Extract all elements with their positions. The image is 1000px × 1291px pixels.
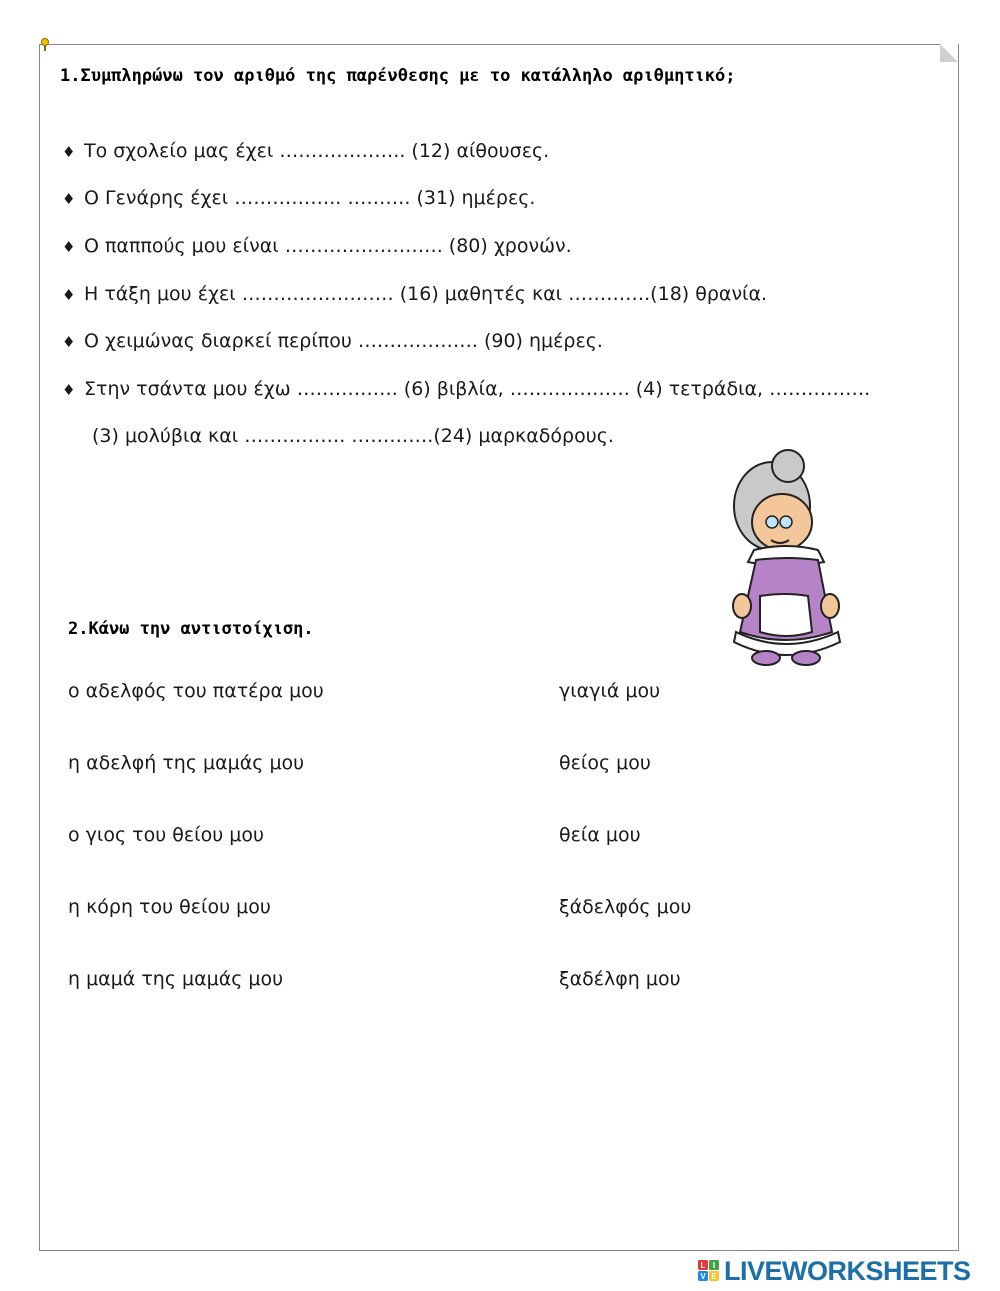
svg-text:V: V <box>700 1272 706 1281</box>
match-left-item: ο γιος του θείου μου <box>68 824 264 846</box>
bullet-diamond-icon: ♦ <box>62 286 76 304</box>
svg-text:I: I <box>712 1261 716 1270</box>
bullet-diamond-icon: ♦ <box>62 238 76 256</box>
section1-line-continuation: (3) μολύβια και ……………. ………….(24) μαρκαδόρους. <box>92 425 614 447</box>
section1-line <box>62 378 870 400</box>
section1-line <box>62 235 572 257</box>
svg-text:L: L <box>700 1261 706 1270</box>
svg-text:E: E <box>711 1272 717 1281</box>
bullet-diamond-icon: ♦ <box>62 333 76 351</box>
match-right-item: ξαδέλφη μου <box>559 968 681 990</box>
match-right-item: θεία μου <box>559 824 641 846</box>
section1-line-text: Η τάξη μου έχει …………………… (16) μαθητές και ………….(18) θρανία. <box>84 283 768 305</box>
match-right-item: γιαγιά μου <box>559 680 661 702</box>
section1-title: 1.Συμπληρώνω τον αριθμό της παρένθεσης με το κατάλληλο αριθμητικό; <box>60 66 736 86</box>
section1-line-text: Ο Γενάρης έχει …………….. ………. (31) ημέρες. <box>84 187 536 209</box>
section1-line <box>62 140 549 162</box>
match-left-item: η μαμά της μαμάς μου <box>68 968 284 990</box>
section1-line <box>62 330 603 352</box>
section1-line-text: Ο χειμώνας διαρκεί περίπου ………………. (90) ημέρες. <box>84 330 603 352</box>
section1-line-text: Στην τσάντα μου έχω ……………. (6) βιβλία, ………………. (4) τετράδια, ……………. <box>84 378 871 400</box>
section1-line <box>62 283 767 305</box>
page-corner-fold <box>940 44 958 62</box>
match-left-item: η κόρη του θείου μου <box>68 896 271 918</box>
section2-title: 2.Κάνω την αντιστοίχιση. <box>68 619 314 639</box>
liveworksheets-logo-icon <box>698 1260 720 1282</box>
bullet-diamond-icon: ♦ <box>62 143 76 161</box>
section1-line <box>62 187 535 209</box>
pin-icon <box>40 38 50 52</box>
brand-text: LIVEWORKSHEETS <box>724 1255 971 1286</box>
match-left-item: η αδελφή της μαμάς μου <box>68 752 305 774</box>
liveworksheets-logo <box>698 1257 971 1285</box>
section1-line-text: Το σχολείο μας έχει ……………….. (12) αίθουσες. <box>84 140 550 162</box>
match-right-item: θείος μου <box>559 752 651 774</box>
section1-line-text: Ο παππούς μου είναι ……………………. (80) χρονών. <box>84 235 572 257</box>
bullet-diamond-icon: ♦ <box>62 190 76 208</box>
match-right-item: ξάδελφός μου <box>559 896 692 918</box>
match-left-item: ο αδελφός του πατέρα μου <box>68 680 324 702</box>
grandmother-illustration <box>726 446 852 672</box>
bullet-diamond-icon: ♦ <box>62 381 76 399</box>
